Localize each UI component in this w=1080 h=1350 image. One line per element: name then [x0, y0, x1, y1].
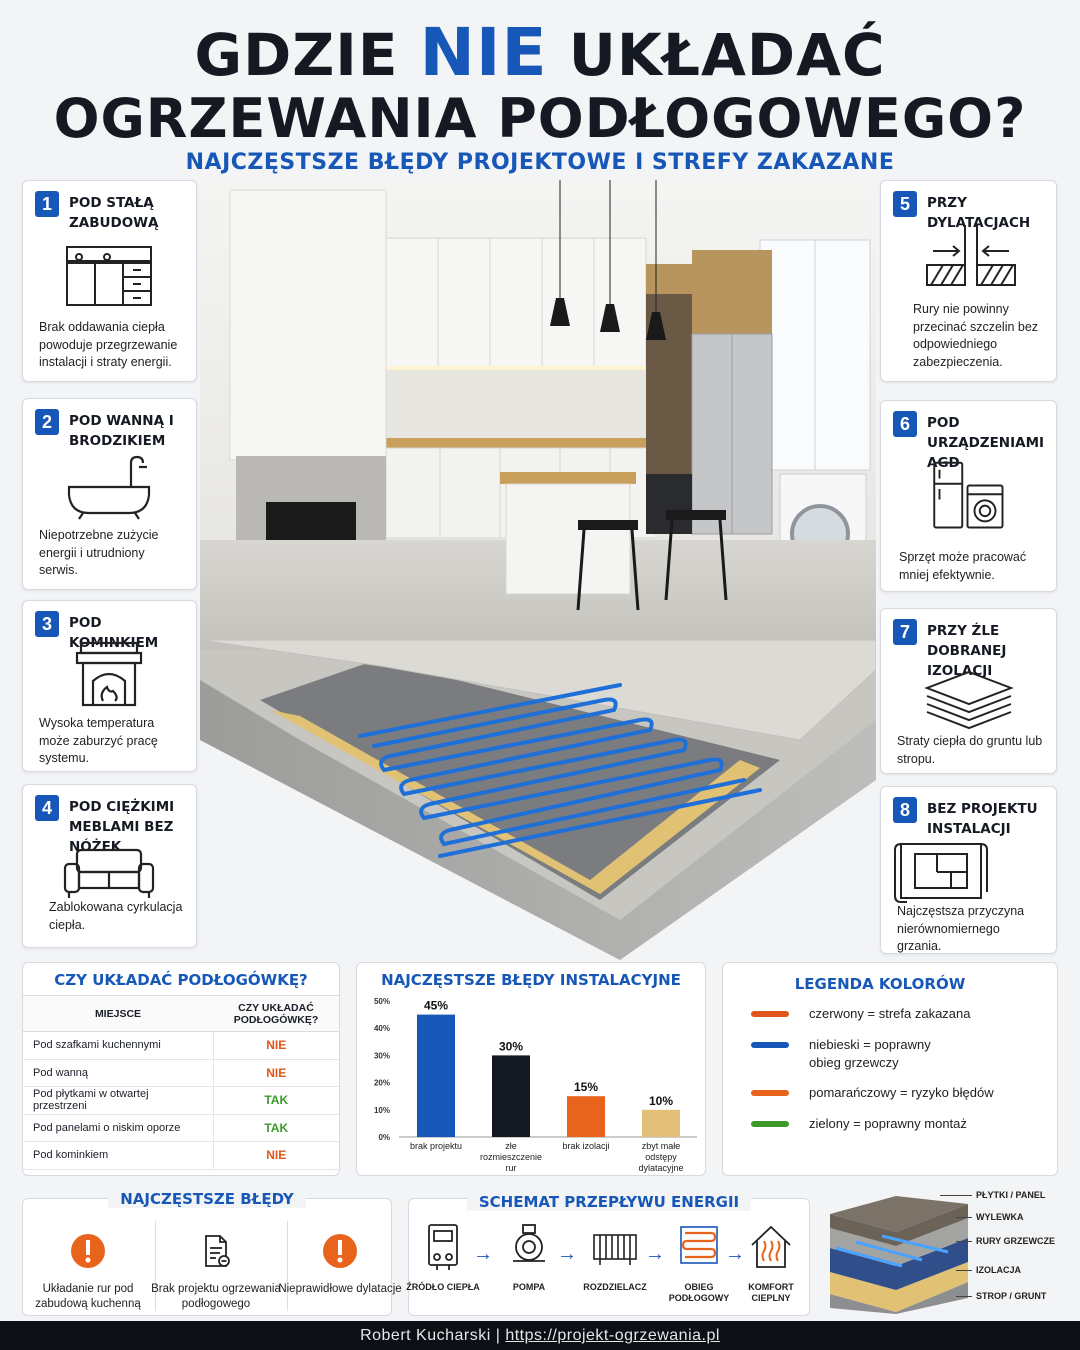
pump-icon — [509, 1221, 549, 1271]
legend-label: niebieski = poprawny obieg grzewczy — [809, 1037, 931, 1070]
category-label: brak projektu — [409, 1141, 463, 1151]
card-3 — [22, 600, 197, 772]
layer-leader-line — [940, 1195, 972, 1196]
card-title: PRZY DYLATACJACH — [927, 195, 1031, 231]
card-description: Brak oddawania ciepła powoduje przegrzewanie instalacji i straty energii. — [39, 320, 178, 369]
table-cell-answer: NIE — [213, 1059, 339, 1087]
floor-loop-icon — [677, 1221, 721, 1271]
arrow-right-icon: → — [725, 1243, 745, 1265]
y-tick-label: 50% — [373, 997, 390, 1006]
card-description: Wysoka temperatura może zaburzyć pracę systemu. — [39, 716, 158, 765]
y-tick-label: 20% — [373, 1078, 390, 1088]
table-row — [23, 1032, 339, 1060]
card-number: 5 — [893, 191, 917, 217]
arrow-right-icon: → — [557, 1243, 577, 1265]
card-description: Niepotrzebne zużycie energii i utrudniony serwis. — [39, 528, 159, 577]
card-number: 3 — [35, 611, 59, 637]
layer-leader-line — [956, 1296, 972, 1297]
table-title: CZY UKŁADAĆ PODŁOGÓWKĘ? — [54, 971, 308, 989]
legend-label: czerwony = strefa zakazana — [809, 1006, 971, 1021]
layer-leader-line — [956, 1270, 972, 1271]
flow-step-label: OBIEG PODŁOGOWY — [668, 1282, 730, 1303]
card-number: 4 — [35, 795, 59, 821]
should-install-table-panel — [22, 962, 340, 1176]
bathtub-icon — [59, 451, 159, 521]
card-description: Rury nie powinny przecinać szczelin bez odpowiedniego zabezpieczenia. — [913, 302, 1039, 369]
card-8 — [880, 786, 1057, 954]
table-header-answer: CZY UKŁADAĆ PODŁOGÓWKĘ? — [213, 996, 339, 1032]
bar-value-label: 30% — [498, 1039, 524, 1054]
error-label: Układanie rur pod zabudową kuchenną — [35, 1283, 141, 1310]
card-number: 6 — [893, 411, 917, 437]
bar — [417, 1015, 455, 1137]
flow-step-label: KOMFORT CIEPLNY — [748, 1282, 794, 1303]
expansion-joint-icon — [921, 221, 1021, 291]
card-number: 7 — [893, 619, 917, 645]
layer-leader-line — [956, 1241, 972, 1242]
flow-step-source — [403, 1221, 483, 1293]
layer-label-pipes: RURY GRZEWCZE — [976, 1236, 1056, 1246]
y-tick-label: 10% — [373, 1105, 390, 1115]
card-title: BEZ PROJEKTU INSTALACJI — [927, 801, 1038, 837]
floor-layers-diagram — [826, 1186, 972, 1314]
card-6 — [880, 400, 1057, 592]
card-number: 1 — [35, 191, 59, 217]
bar — [492, 1055, 530, 1137]
legend-swatch — [751, 1042, 789, 1048]
bar-value-label: 45% — [423, 998, 449, 1013]
fireplace-icon — [59, 639, 159, 709]
card-description: Zablokowana cyrkulacja ciepła. — [49, 900, 183, 932]
card-5 — [880, 180, 1057, 382]
card-title: POD WANNĄ I BRODZIKIEM — [69, 413, 174, 449]
y-tick-label: 0% — [378, 1133, 390, 1142]
card-1 — [22, 180, 197, 382]
energy-flow-panel — [406, 1193, 810, 1316]
category-label: zbyt małe odstępy dylatacyjne — [638, 1141, 684, 1173]
error-item — [275, 1233, 405, 1297]
manifold-icon — [590, 1221, 640, 1271]
errors-bar-chart — [357, 963, 707, 1177]
table-cell-place: Pod wanną — [23, 1059, 213, 1087]
y-tick-label: 40% — [373, 1024, 390, 1034]
card-description: Sprzęt może pracować mniej efektywnie. — [899, 550, 1027, 582]
warm-house-icon — [748, 1221, 794, 1271]
footer-author: Robert Kucharski | — [360, 1327, 506, 1344]
flow-title: SCHEMAT PRZEPŁYWU ENERGII — [467, 1193, 751, 1211]
errors-title: NAJCZĘSTSZE BŁĘDY — [108, 1190, 306, 1208]
card-title: PRZY ŹLE DOBRANEJ IZOLACJI — [927, 623, 1007, 679]
legend-label: pomarańczowy = ryzyko błędów — [809, 1085, 994, 1100]
warning-icon — [70, 1233, 106, 1269]
kitchen-cabinets-icon — [59, 241, 159, 311]
legend-swatch — [751, 1011, 789, 1017]
card-title: POD STAŁĄ ZABUDOWĄ — [69, 195, 159, 231]
card-number: 8 — [893, 797, 917, 823]
bar — [642, 1110, 680, 1137]
table-header-place: MIEJSCE — [23, 996, 213, 1032]
flow-step-label: ŹRÓDŁO CIEPŁA — [406, 1282, 480, 1292]
chart-title: NAJCZĘSTSZE BŁĘDY INSTALACYJNE — [381, 971, 681, 989]
layer-label-tiles: PŁYTKI / PANEL — [976, 1190, 1046, 1200]
table-row — [23, 1142, 339, 1170]
flow-step-manifold — [575, 1221, 655, 1293]
y-tick-label: 30% — [373, 1051, 390, 1061]
warning-icon — [322, 1233, 358, 1269]
bar-value-label: 10% — [648, 1093, 674, 1108]
layer-label-screed: WYLEWKA — [976, 1212, 1024, 1222]
title-line2: OGRZEWANIA PODŁOGOWEGO? — [53, 87, 1027, 150]
layer-label-subfloor: STROP / GRUNT — [976, 1291, 1047, 1301]
card-title: POD CIĘŻKIMI MEBLAMI BEZ NÓŻEK — [69, 799, 175, 855]
table-cell-answer: TAK — [213, 1087, 339, 1115]
arrow-right-icon: → — [645, 1243, 665, 1265]
error-item — [23, 1233, 153, 1312]
document-icon — [198, 1233, 234, 1269]
legend-label: zielony = poprawny montaż — [809, 1116, 967, 1131]
flow-step-label: POMPA — [512, 1282, 546, 1292]
table-cell-place: Pod szafkami kuchennymi — [23, 1032, 213, 1060]
footer-link[interactable]: https://projekt-ogrzewania.pl — [505, 1327, 720, 1344]
table-row — [23, 1087, 339, 1115]
table-cell-place: Pod panelami o niskim oporze — [23, 1114, 213, 1142]
card-4 — [22, 784, 197, 948]
card-description: Straty ciepła do gruntu lub stropu. — [897, 734, 1043, 766]
card-title: POD KOMINKIEM — [69, 615, 159, 651]
footer — [0, 1321, 1080, 1350]
color-legend-panel — [722, 962, 1058, 1176]
table-cell-answer: NIE — [213, 1142, 339, 1170]
appliances-icon — [921, 461, 1021, 531]
boiler-icon — [423, 1221, 463, 1271]
card-description: Najczęstsza przyczyna nierównomiernego grzania. — [897, 904, 1025, 953]
card-2 — [22, 398, 197, 590]
card-number: 2 — [35, 409, 59, 435]
page-subtitle: NAJCZĘSTSZE BŁĘDY PROJEKTOWE I STREFY ZAKAZANE — [185, 150, 895, 175]
kitchen-floor-cutaway-illustration — [200, 180, 876, 960]
title-part2: UKŁADAĆ — [547, 21, 886, 89]
table-cell-answer: NIE — [213, 1032, 339, 1060]
insulation-layers-icon — [919, 665, 1019, 735]
title-highlight: NIE — [419, 14, 548, 91]
error-label: Brak projektu ogrzewania podłogowego — [151, 1283, 281, 1310]
table-cell-place: Pod płytkami w otwartej przestrzeni — [23, 1087, 213, 1115]
bar-value-label: 15% — [573, 1080, 599, 1095]
table-cell-answer: TAK — [213, 1114, 339, 1142]
flow-step-label: ROZDZIELACZ — [583, 1282, 647, 1292]
error-item — [151, 1233, 281, 1312]
card-title: POD URZĄDZENIAMI AGD — [927, 415, 1045, 471]
table-row — [23, 1059, 339, 1087]
table-header-row — [23, 996, 339, 1032]
category-label: złe rozmieszczenie rur — [479, 1141, 543, 1173]
page-title — [0, 14, 1080, 150]
title-part1: GDZIE — [194, 21, 420, 89]
blueprint-icon — [893, 837, 993, 907]
arrow-right-icon: → — [473, 1243, 493, 1265]
table-row — [23, 1114, 339, 1142]
sofa-icon — [59, 837, 159, 907]
legend-swatch — [751, 1121, 789, 1127]
table-cell-place: Pod kominkiem — [23, 1142, 213, 1170]
legend-title: LEGENDA KOLORÓW — [794, 975, 966, 993]
bar — [567, 1096, 605, 1137]
card-7 — [880, 608, 1057, 774]
common-errors-panel — [22, 1190, 402, 1316]
legend-swatch — [751, 1090, 789, 1096]
error-label: Nieprawidłowe dylatacje — [278, 1283, 402, 1295]
errors-chart-panel — [356, 962, 706, 1176]
layer-leader-line — [956, 1217, 972, 1218]
should-install-table — [23, 995, 339, 1170]
category-label: brak izolacji — [562, 1141, 610, 1151]
flow-step-comfort — [731, 1221, 811, 1304]
layer-label-insulation: IZOLACJA — [976, 1265, 1021, 1275]
